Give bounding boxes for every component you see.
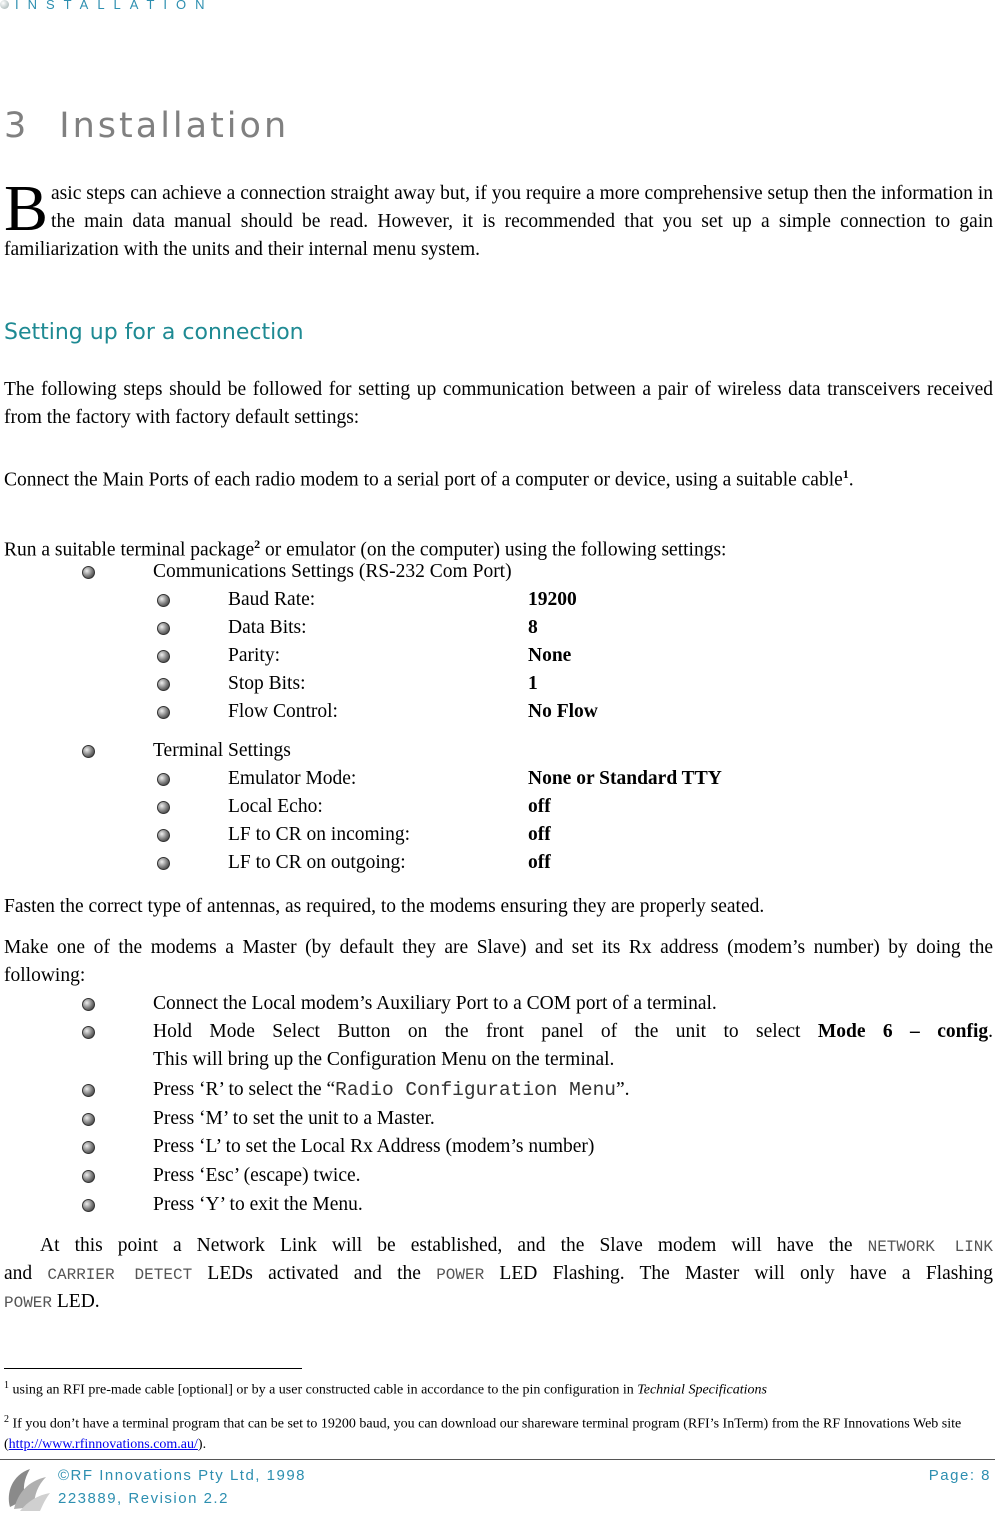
bullet-icon bbox=[82, 1084, 95, 1097]
setting-value: None or Standard TTY bbox=[528, 768, 722, 789]
setting-label: Flow Control: bbox=[228, 701, 338, 722]
led-name: POWER bbox=[4, 1294, 53, 1312]
setting-label: Stop Bits: bbox=[228, 673, 306, 694]
footnote-ref-2: 2 bbox=[254, 537, 261, 551]
footnote-text: If you don’t have a terminal program that can be set to 19200 baud, you can download our shareware terminal program (RFI’s InTerm) from the RF Innovations Web site ( bbox=[4, 1416, 962, 1452]
para-terminal-text: Run a suitable terminal package bbox=[4, 539, 255, 561]
menu-name: Radio Configuration Menu bbox=[335, 1079, 616, 1101]
step-text-end: . bbox=[988, 1021, 993, 1042]
setting-label: LF to CR on incoming: bbox=[228, 824, 411, 845]
chapter-number: 3 bbox=[4, 106, 30, 146]
setting-value: 19200 bbox=[528, 589, 577, 610]
bullet-icon bbox=[157, 706, 170, 719]
step-text: Press ‘R’ to select the “ bbox=[153, 1079, 336, 1100]
website-link[interactable]: http://www.rfinnovations.com.au/ bbox=[8, 1436, 198, 1452]
setting-label: LF to CR on outgoing: bbox=[228, 852, 406, 873]
intro-paragraph bbox=[4, 172, 993, 264]
term-heading: Terminal Settings bbox=[153, 740, 291, 761]
setting-label: Parity: bbox=[228, 645, 280, 666]
step-text: Hold Mode Select Button on the front panel of the unit to select bbox=[153, 1021, 818, 1042]
setting-label: Local Echo: bbox=[228, 796, 323, 817]
footnote-text-end: ). bbox=[197, 1436, 207, 1452]
footnote-number: 2 bbox=[4, 1414, 9, 1425]
step-item bbox=[153, 1076, 630, 1104]
bullet-icon bbox=[82, 1113, 95, 1126]
footer-page-number: Page: 8 bbox=[928, 1467, 991, 1484]
footnote-text: using an RFI pre-made cable [optional] or by a user constructed cable in accordance to the pin configuration in bbox=[9, 1382, 638, 1398]
running-title: INSTALLATION bbox=[15, 0, 214, 12]
para-final-line3 bbox=[4, 1288, 100, 1317]
footnote-ref-1: 1 bbox=[842, 467, 849, 481]
para-final-text: LED Flashing. The Master will only have a Flashing bbox=[484, 1263, 993, 1284]
setting-label: Emulator Mode: bbox=[228, 768, 357, 789]
chapter-title-text: Installation bbox=[59, 106, 290, 146]
bullet-icon bbox=[0, 0, 9, 9]
step-mode: Mode 6 – config bbox=[817, 1021, 989, 1042]
setting-value: off bbox=[528, 796, 551, 817]
setting-value: No Flow bbox=[528, 701, 598, 722]
step-item: Press ‘M’ to set the unit to a Master. bbox=[153, 1108, 435, 1129]
intro-text: asic steps can achieve a connection straight away but, if you require a more comprehensive setup then the information in the main data manual should be read. However, it is recommended that you set up a simple connection to gain familiarization with the units and their internal menu system. bbox=[4, 183, 993, 260]
bullet-icon bbox=[82, 745, 95, 758]
bullet-icon bbox=[157, 678, 170, 691]
bullet-icon bbox=[82, 1199, 95, 1212]
footnote-1 bbox=[4, 1376, 984, 1401]
setting-value: None bbox=[528, 645, 572, 666]
step-item-continued: This will bring up the Configuration Menu on the terminal. bbox=[153, 1049, 615, 1070]
setting-label: Data Bits: bbox=[228, 617, 307, 638]
footnote-number: 1 bbox=[4, 1380, 9, 1391]
footer-divider bbox=[0, 1459, 995, 1460]
bullet-icon bbox=[157, 829, 170, 842]
step-item: Press ‘Esc’ (escape) twice. bbox=[153, 1165, 361, 1186]
led-name: CARRIER DETECT bbox=[47, 1266, 193, 1284]
bullet-icon bbox=[82, 1170, 95, 1183]
para-antennas: Fasten the correct type of antennas, as required, to the modems ensuring they are properly seated. bbox=[4, 896, 765, 917]
bullet-icon bbox=[157, 594, 170, 607]
para-master: Make one of the modems a Master (by default they are Slave) and set its Rx address (modem’s number) by doing the following: bbox=[4, 937, 993, 986]
bullet-icon bbox=[157, 622, 170, 635]
footnote-divider bbox=[4, 1368, 302, 1369]
drop-cap: B bbox=[4, 172, 49, 245]
section-title: Setting up for a connection bbox=[4, 320, 304, 345]
company-logo-icon bbox=[4, 1463, 52, 1513]
para-final-text: At this point a Network Link will be established, and the Slave modem will have the bbox=[40, 1235, 868, 1256]
footer-docnum: 223889, Revision 2.2 bbox=[58, 1490, 229, 1507]
para-final-line2 bbox=[4, 1260, 993, 1289]
comm-heading: Communications Settings (RS-232 Com Port) bbox=[153, 561, 512, 582]
bullet-icon bbox=[82, 1141, 95, 1154]
bullet-icon bbox=[157, 801, 170, 814]
para-terminal-end: or emulator (on the computer) using the following settings: bbox=[260, 539, 727, 561]
para-connect bbox=[4, 460, 993, 495]
step-item: Connect the Local modem’s Auxiliary Port to a COM port of a terminal. bbox=[153, 993, 717, 1014]
setting-value: off bbox=[528, 824, 551, 845]
bullet-icon bbox=[82, 1026, 95, 1039]
setting-value: 1 bbox=[528, 673, 538, 694]
setting-value: off bbox=[528, 852, 551, 873]
para-final-text: LEDs activated and the bbox=[192, 1263, 437, 1284]
bullet-icon bbox=[82, 566, 95, 579]
para-final-text: LED. bbox=[52, 1291, 100, 1312]
para-final-text: and bbox=[4, 1263, 48, 1284]
footnote-emphasis: Technial Specifications bbox=[637, 1382, 767, 1398]
para-steps-intro: The following steps should be followed for setting up communication between a pair of wireless data transceivers received from the factory with factory default settings: bbox=[4, 379, 993, 428]
led-name: NETWORK LINK bbox=[867, 1238, 994, 1256]
para-final-line1 bbox=[4, 1232, 993, 1261]
footer-copyright: ©RF Innovations Pty Ltd, 1998 bbox=[58, 1467, 306, 1484]
step-text-end: ”. bbox=[616, 1079, 630, 1100]
para-connect-end: . bbox=[848, 469, 854, 491]
step-item: Press ‘Y’ to exit the Menu. bbox=[153, 1194, 363, 1215]
chapter-title bbox=[4, 106, 289, 146]
setting-value: 8 bbox=[528, 617, 538, 638]
bullet-icon bbox=[157, 650, 170, 663]
bullet-icon bbox=[157, 773, 170, 786]
setting-label: Baud Rate: bbox=[228, 589, 316, 610]
led-name: POWER bbox=[436, 1266, 485, 1284]
bullet-icon bbox=[82, 998, 95, 1011]
running-header bbox=[0, 0, 214, 12]
step-item bbox=[153, 1018, 993, 1046]
bullet-icon bbox=[157, 857, 170, 870]
footnote-2 bbox=[4, 1410, 984, 1455]
para-connect-text: Connect the Main Ports of each radio modem to a serial port of a computer or device, using a suitable cable bbox=[4, 469, 843, 491]
step-item: Press ‘L’ to set the Local Rx Address (modem’s number) bbox=[153, 1136, 595, 1157]
